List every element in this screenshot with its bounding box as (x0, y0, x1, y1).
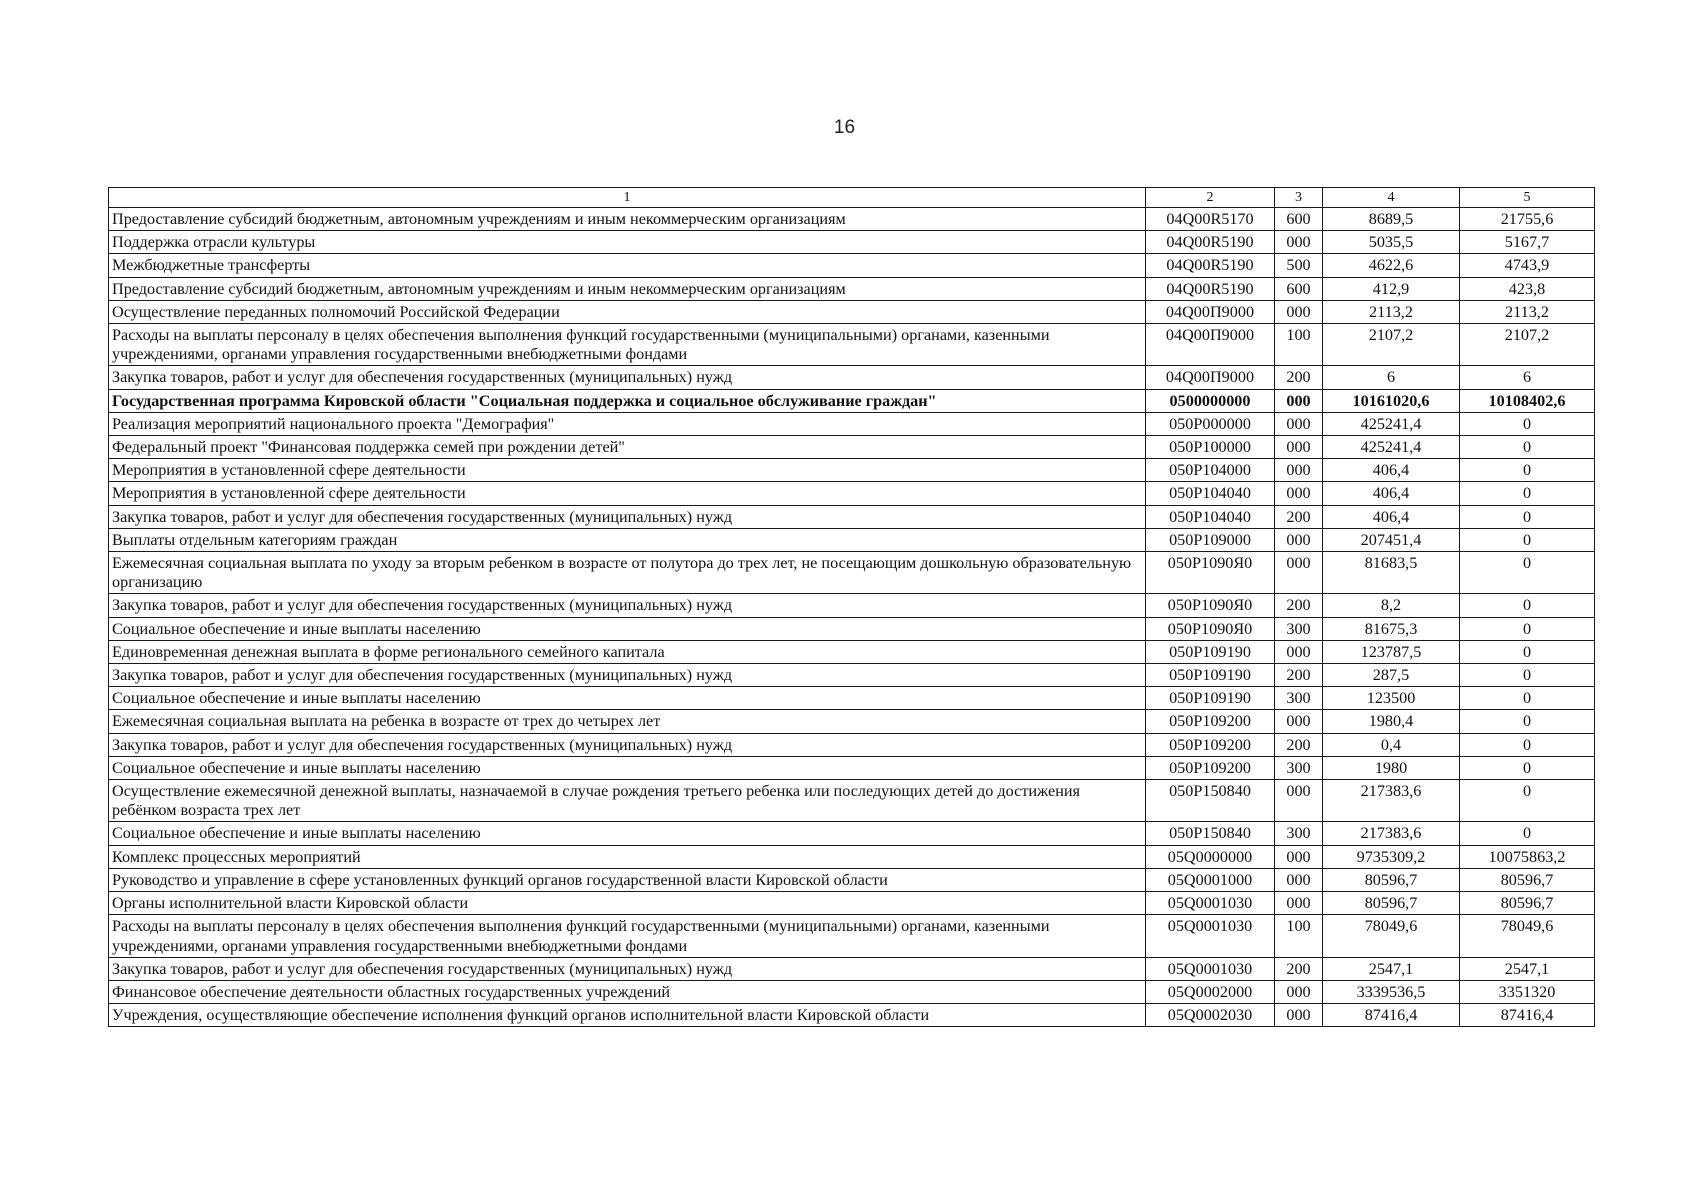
table-row (109, 208, 1595, 231)
row-amount-year-2: 10108402,6 (1460, 389, 1595, 412)
row-amount-year-1: 406,4 (1323, 505, 1460, 528)
table-row (109, 822, 1595, 845)
column-number-2: 2 (1146, 188, 1275, 208)
page-number: 16 (833, 117, 856, 138)
row-amount-year-2: 0 (1460, 436, 1595, 459)
row-target-code: 05Q0001030 (1146, 957, 1275, 980)
table-row (109, 300, 1595, 323)
row-amount-year-2: 21755,6 (1460, 208, 1595, 231)
row-amount-year-1: 5035,5 (1323, 231, 1460, 254)
row-expense-type: 300 (1275, 822, 1323, 845)
row-amount-year-2: 0 (1460, 617, 1595, 640)
row-amount-year-1: 2547,1 (1323, 957, 1460, 980)
table-row (109, 528, 1595, 551)
row-amount-year-2: 0 (1460, 756, 1595, 779)
row-expense-type: 200 (1275, 733, 1323, 756)
row-name: Закупка товаров, работ и услуг для обеспечения государственных (муниципальных) нужд (109, 366, 1146, 389)
table-row (109, 231, 1595, 254)
row-name: Выплаты отдельным категориям граждан (109, 528, 1146, 551)
row-amount-year-1: 2113,2 (1323, 300, 1460, 323)
row-expense-type: 000 (1275, 1004, 1323, 1027)
row-amount-year-2: 0 (1460, 733, 1595, 756)
row-name: Органы исполнительной власти Кировской области (109, 892, 1146, 915)
row-expense-type: 200 (1275, 366, 1323, 389)
table-row (109, 617, 1595, 640)
row-amount-year-1: 217383,6 (1323, 780, 1460, 822)
table-row (109, 436, 1595, 459)
table-row (109, 459, 1595, 482)
row-amount-year-2: 80596,7 (1460, 868, 1595, 891)
row-amount-year-2: 2547,1 (1460, 957, 1595, 980)
row-amount-year-2: 80596,7 (1460, 892, 1595, 915)
row-expense-type: 500 (1275, 254, 1323, 277)
table-row (109, 482, 1595, 505)
row-amount-year-2: 0 (1460, 822, 1595, 845)
row-target-code: 05Q0002030 (1146, 1004, 1275, 1027)
row-name: Закупка товаров, работ и услуг для обеспечения государственных (муниципальных) нужд (109, 664, 1146, 687)
row-target-code: 05Q0001030 (1146, 892, 1275, 915)
row-amount-year-2: 0 (1460, 412, 1595, 435)
table-row (109, 957, 1595, 980)
row-amount-year-1: 80596,7 (1323, 868, 1460, 891)
row-amount-year-2: 0 (1460, 594, 1595, 617)
row-target-code: 05Q0000000 (1146, 845, 1275, 868)
column-number-1: 1 (109, 188, 1146, 208)
table-row (109, 412, 1595, 435)
table-row (109, 324, 1595, 366)
table-row (109, 366, 1595, 389)
row-amount-year-2: 0 (1460, 482, 1595, 505)
table-row (109, 277, 1595, 300)
table-row (109, 915, 1595, 957)
row-expense-type: 000 (1275, 482, 1323, 505)
table-row (109, 552, 1595, 594)
row-amount-year-2: 2113,2 (1460, 300, 1595, 323)
row-amount-year-2: 0 (1460, 459, 1595, 482)
row-amount-year-1: 8689,5 (1323, 208, 1460, 231)
row-name: Осуществление переданных полномочий Российской Федерации (109, 300, 1146, 323)
row-target-code: 050P104040 (1146, 482, 1275, 505)
row-target-code: 050P150840 (1146, 822, 1275, 845)
row-expense-type: 200 (1275, 957, 1323, 980)
row-amount-year-1: 81683,5 (1323, 552, 1460, 594)
row-name: Закупка товаров, работ и услуг для обеспечения государственных (муниципальных) нужд (109, 594, 1146, 617)
column-number-header-row (109, 188, 1595, 208)
row-amount-year-1: 0,4 (1323, 733, 1460, 756)
row-name: Финансовое обеспечение деятельности областных государственных учреждений (109, 980, 1146, 1003)
row-target-code: 0500000000 (1146, 389, 1275, 412)
row-amount-year-1: 406,4 (1323, 482, 1460, 505)
row-target-code: 04Q00R5190 (1146, 277, 1275, 300)
row-name: Закупка товаров, работ и услуг для обеспечения государственных (муниципальных) нужд (109, 505, 1146, 528)
row-expense-type: 000 (1275, 980, 1323, 1003)
row-expense-type: 000 (1275, 389, 1323, 412)
row-amount-year-1: 3339536,5 (1323, 980, 1460, 1003)
row-amount-year-1: 1980 (1323, 756, 1460, 779)
row-target-code: 050P104040 (1146, 505, 1275, 528)
row-amount-year-1: 425241,4 (1323, 436, 1460, 459)
row-amount-year-1: 9735309,2 (1323, 845, 1460, 868)
row-target-code: 050P000000 (1146, 412, 1275, 435)
row-target-code: 050P109190 (1146, 664, 1275, 687)
row-name: Осуществление ежемесячной денежной выплаты, назначаемой в случае рождения третьего ребенка или последующих детей до достижения ребёнком возраста трех лет (109, 780, 1146, 822)
row-target-code: 050P1090Я0 (1146, 617, 1275, 640)
row-expense-type: 000 (1275, 459, 1323, 482)
row-amount-year-1: 6 (1323, 366, 1460, 389)
table-row (109, 980, 1595, 1003)
row-name: Социальное обеспечение и иные выплаты населению (109, 822, 1146, 845)
row-target-code: 04Q00П9000 (1146, 324, 1275, 366)
row-amount-year-1: 80596,7 (1323, 892, 1460, 915)
row-target-code: 050P1090Я0 (1146, 552, 1275, 594)
row-amount-year-1: 87416,4 (1323, 1004, 1460, 1027)
table-row (109, 756, 1595, 779)
table-row (109, 892, 1595, 915)
row-name: Расходы на выплаты персоналу в целях обеспечения выполнения функций государственными (муниципальными) органами, казенными учреждениями, органами управления государственными внебюджетными фондами (109, 915, 1146, 957)
row-name: Учреждения, осуществляющие обеспечение исполнения функций органов исполнительной власти Кировской области (109, 1004, 1146, 1027)
row-amount-year-1: 10161020,6 (1323, 389, 1460, 412)
row-name: Ежемесячная социальная выплата на ребенка в возрасте от трех до четырех лет (109, 710, 1146, 733)
column-number-4: 4 (1323, 188, 1460, 208)
table-row (109, 710, 1595, 733)
row-amount-year-2: 0 (1460, 664, 1595, 687)
row-expense-type: 000 (1275, 845, 1323, 868)
row-target-code: 050P109200 (1146, 710, 1275, 733)
row-target-code: 050P109000 (1146, 528, 1275, 551)
row-name: Межбюджетные трансферты (109, 254, 1146, 277)
row-amount-year-2: 2107,2 (1460, 324, 1595, 366)
row-name: Мероприятия в установленной сфере деятельности (109, 482, 1146, 505)
row-expense-type: 100 (1275, 324, 1323, 366)
row-expense-type: 000 (1275, 640, 1323, 663)
table-row (109, 1004, 1595, 1027)
row-amount-year-2: 0 (1460, 687, 1595, 710)
row-expense-type: 100 (1275, 915, 1323, 957)
row-expense-type: 000 (1275, 528, 1323, 551)
row-amount-year-2: 0 (1460, 528, 1595, 551)
row-target-code: 050P109200 (1146, 733, 1275, 756)
row-target-code: 05Q0001000 (1146, 868, 1275, 891)
row-name: Закупка товаров, работ и услуг для обеспечения государственных (муниципальных) нужд (109, 957, 1146, 980)
row-amount-year-2: 0 (1460, 640, 1595, 663)
row-amount-year-2: 0 (1460, 710, 1595, 733)
row-expense-type: 200 (1275, 505, 1323, 528)
row-name: Комплекс процессных мероприятий (109, 845, 1146, 868)
row-target-code: 04Q00R5170 (1146, 208, 1275, 231)
row-expense-type: 600 (1275, 277, 1323, 300)
row-expense-type: 000 (1275, 710, 1323, 733)
row-name: Единовременная денежная выплата в форме регионального семейного капитала (109, 640, 1146, 663)
row-amount-year-1: 78049,6 (1323, 915, 1460, 957)
row-name: Ежемесячная социальная выплата по уходу за вторым ребенком в возрасте от полутора до трех лет, не посещающим дошкольную образовательную организацию (109, 552, 1146, 594)
table-row (109, 687, 1595, 710)
row-amount-year-2: 423,8 (1460, 277, 1595, 300)
row-amount-year-1: 81675,3 (1323, 617, 1460, 640)
row-amount-year-1: 123500 (1323, 687, 1460, 710)
row-expense-type: 000 (1275, 436, 1323, 459)
row-amount-year-1: 412,9 (1323, 277, 1460, 300)
row-expense-type: 200 (1275, 594, 1323, 617)
row-name: Поддержка отрасли культуры (109, 231, 1146, 254)
row-amount-year-1: 425241,4 (1323, 412, 1460, 435)
row-expense-type: 300 (1275, 756, 1323, 779)
row-amount-year-2: 0 (1460, 552, 1595, 594)
row-target-code: 050P150840 (1146, 780, 1275, 822)
row-expense-type: 300 (1275, 687, 1323, 710)
row-amount-year-2: 0 (1460, 505, 1595, 528)
row-amount-year-2: 5167,7 (1460, 231, 1595, 254)
row-amount-year-1: 123787,5 (1323, 640, 1460, 663)
column-number-3: 3 (1275, 188, 1323, 208)
row-target-code: 050P1090Я0 (1146, 594, 1275, 617)
row-name: Закупка товаров, работ и услуг для обеспечения государственных (муниципальных) нужд (109, 733, 1146, 756)
row-target-code: 04Q00R5190 (1146, 231, 1275, 254)
row-target-code: 05Q0002000 (1146, 980, 1275, 1003)
row-target-code: 04Q00R5190 (1146, 254, 1275, 277)
row-name: Предоставление субсидий бюджетным, автономным учреждениям и иным некоммерческим организациям (109, 277, 1146, 300)
budget-table-body (109, 188, 1595, 1027)
row-name: Социальное обеспечение и иные выплаты населению (109, 687, 1146, 710)
row-name: Социальное обеспечение и иные выплаты населению (109, 617, 1146, 640)
row-name: Мероприятия в установленной сфере деятельности (109, 459, 1146, 482)
table-row (109, 845, 1595, 868)
table-row (109, 594, 1595, 617)
row-expense-type: 000 (1275, 892, 1323, 915)
row-amount-year-2: 3351320 (1460, 980, 1595, 1003)
row-target-code: 04Q00П9000 (1146, 300, 1275, 323)
row-amount-year-1: 406,4 (1323, 459, 1460, 482)
row-name: Расходы на выплаты персоналу в целях обеспечения выполнения функций государственными (муниципальными) органами, казенными учреждениями, органами управления государственными внебюджетными фондами (109, 324, 1146, 366)
row-name: Государственная программа Кировской области "Социальная поддержка и социальное обслуживание граждан" (109, 389, 1146, 412)
row-target-code: 050P109190 (1146, 687, 1275, 710)
row-target-code: 04Q00П9000 (1146, 366, 1275, 389)
row-amount-year-1: 8,2 (1323, 594, 1460, 617)
column-number-5: 5 (1460, 188, 1595, 208)
row-amount-year-2: 4743,9 (1460, 254, 1595, 277)
row-amount-year-2: 6 (1460, 366, 1595, 389)
row-target-code: 05Q0001030 (1146, 915, 1275, 957)
row-amount-year-2: 10075863,2 (1460, 845, 1595, 868)
row-name: Социальное обеспечение и иные выплаты населению (109, 756, 1146, 779)
row-target-code: 050P104000 (1146, 459, 1275, 482)
row-amount-year-1: 217383,6 (1323, 822, 1460, 845)
row-amount-year-1: 1980,4 (1323, 710, 1460, 733)
table-row (109, 780, 1595, 822)
row-name: Предоставление субсидий бюджетным, автономным учреждениям и иным некоммерческим организациям (109, 208, 1146, 231)
row-amount-year-2: 0 (1460, 780, 1595, 822)
budget-table (108, 187, 1595, 1027)
row-expense-type: 000 (1275, 868, 1323, 891)
table-row (109, 664, 1595, 687)
row-amount-year-1: 2107,2 (1323, 324, 1460, 366)
table-row (109, 733, 1595, 756)
row-amount-year-1: 4622,6 (1323, 254, 1460, 277)
table-row (109, 254, 1595, 277)
row-expense-type: 300 (1275, 617, 1323, 640)
row-expense-type: 200 (1275, 664, 1323, 687)
row-amount-year-2: 78049,6 (1460, 915, 1595, 957)
table-row (109, 505, 1595, 528)
row-name: Федеральный проект "Финансовая поддержка семей при рождении детей" (109, 436, 1146, 459)
row-amount-year-1: 207451,4 (1323, 528, 1460, 551)
table-row (109, 868, 1595, 891)
row-amount-year-2: 87416,4 (1460, 1004, 1595, 1027)
row-expense-type: 000 (1275, 780, 1323, 822)
row-expense-type: 600 (1275, 208, 1323, 231)
row-target-code: 050P100000 (1146, 436, 1275, 459)
row-target-code: 050P109190 (1146, 640, 1275, 663)
row-expense-type: 000 (1275, 412, 1323, 435)
table-row (109, 389, 1595, 412)
row-expense-type: 000 (1275, 552, 1323, 594)
table-row (109, 640, 1595, 663)
row-target-code: 050P109200 (1146, 756, 1275, 779)
row-name: Реализация мероприятий национального проекта "Демография" (109, 412, 1146, 435)
row-expense-type: 000 (1275, 300, 1323, 323)
row-expense-type: 000 (1275, 231, 1323, 254)
row-amount-year-1: 287,5 (1323, 664, 1460, 687)
row-name: Руководство и управление в сфере установленных функций органов государственной власти Кировской области (109, 868, 1146, 891)
